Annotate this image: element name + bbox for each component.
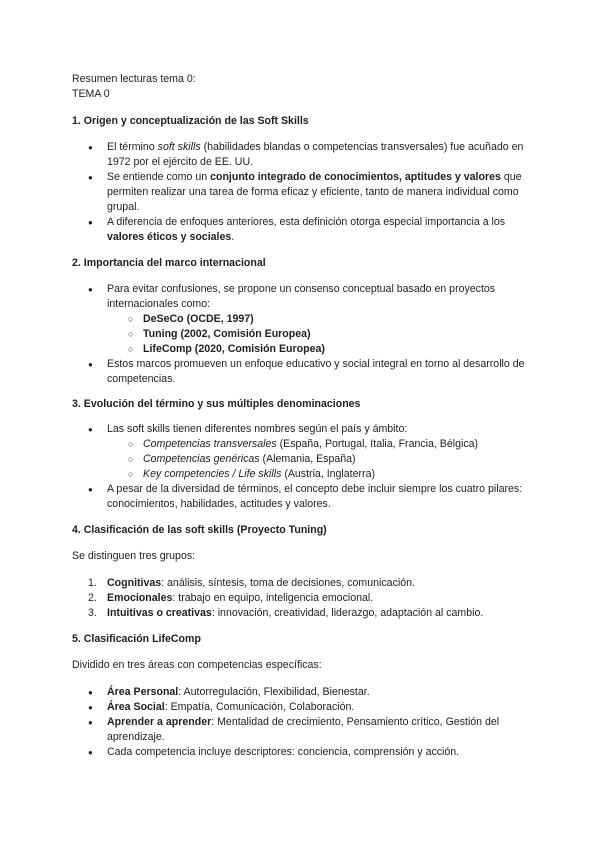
list-item: ● El término soft skills (habilidades blandas o competencias transversales) fue acuñado en 1972 por el ejército de EE. UU. bbox=[72, 140, 532, 170]
list-item: 2. Emocionales: trabajo en equipo, inteligencia emocional. bbox=[88, 592, 374, 604]
section-1-title: 1. Origen y conceptualización de las Soft Skills bbox=[72, 115, 309, 127]
document-header bbox=[72, 72, 196, 102]
list-item: ● Las soft skills tienen diferentes nombres según el país y ámbito: bbox=[72, 422, 532, 437]
section-2-list bbox=[72, 282, 532, 387]
list-item: 1. Cognitivas: análisis, síntesis, toma de decisiones, comunicación. bbox=[88, 577, 415, 589]
list-item: ● Aprender a aprender: Mentalidad de crecimiento, Pensamiento crítico, Gestión del aprendizaje. bbox=[72, 715, 532, 745]
list-item: ● Se entiende como un conjunto integrado de conocimientos, aptitudes y valores que permiten realizar una tarea de forma eficaz y eficiente, tanto de manera individual como grupal. bbox=[72, 170, 532, 215]
list-item: ● A diferencia de enfoques anteriores, esta definición otorga especial importancia a los valores éticos y sociales. bbox=[72, 215, 532, 245]
section-4-list bbox=[72, 576, 532, 621]
section-1-list bbox=[72, 140, 532, 245]
sub-list-item: ○ DeSeCo (OCDE, 1997) bbox=[72, 312, 532, 327]
header-line-1: Resumen lecturas tema 0: bbox=[72, 73, 196, 85]
sub-list-item: ○ LifeComp (2020, Comisión Europea) bbox=[72, 342, 532, 357]
section-5-title: 5. Clasificación LifeComp bbox=[72, 633, 201, 645]
section-4-intro: Se distinguen tres grupos: bbox=[72, 550, 196, 562]
list-item: ● Cada competencia incluye descriptores: conciencia, comprensión y acción. bbox=[72, 745, 532, 760]
section-3-list bbox=[72, 422, 532, 512]
sub-list-item: ○ Competencias genéricas (Alemania, España) bbox=[72, 452, 532, 467]
section-2-title: 2. Importancia del marco internacional bbox=[72, 257, 266, 269]
list-item: ● Estos marcos promueven un enfoque educativo y social integral en torno al desarrollo de competencias. bbox=[72, 357, 532, 387]
sub-list-item: ○ Key competencies / Life skills (Austria, Inglaterra) bbox=[72, 467, 532, 482]
sub-list-item: ○ Tuning (2002, Comisión Europea) bbox=[72, 327, 532, 342]
list-item: 3. Intuitivas o creativas: innovación, creatividad, liderazgo, adaptación al cambio. bbox=[88, 607, 484, 619]
list-item: ● Para evitar confusiones, se propone un consenso conceptual basado en proyectos internacionales como: bbox=[72, 282, 532, 312]
header-line-2: TEMA 0 bbox=[72, 88, 110, 100]
list-item: ● Área Social: Empatía, Comunicación, Colaboración. bbox=[72, 700, 532, 715]
section-3-title: 3. Evolución del término y sus múltiples denominaciones bbox=[72, 398, 361, 410]
section-5-list bbox=[72, 685, 532, 760]
section-4-title: 4. Clasificación de las soft skills (Proyecto Tuning) bbox=[72, 524, 327, 536]
list-item: ● Área Personal: Autorregulación, Flexibilidad, Bienestar. bbox=[72, 685, 532, 700]
section-5-intro: Dividido en tres áreas con competencias específicas: bbox=[72, 659, 322, 671]
list-item: ● A pesar de la diversidad de términos, el concepto debe incluir siempre los cuatro pilares: conocimientos, habilidades, actitudes y valores. bbox=[72, 482, 532, 512]
sub-list-item: ○ Competencias transversales (España, Portugal, Italia, Francia, Bélgica) bbox=[72, 437, 532, 452]
